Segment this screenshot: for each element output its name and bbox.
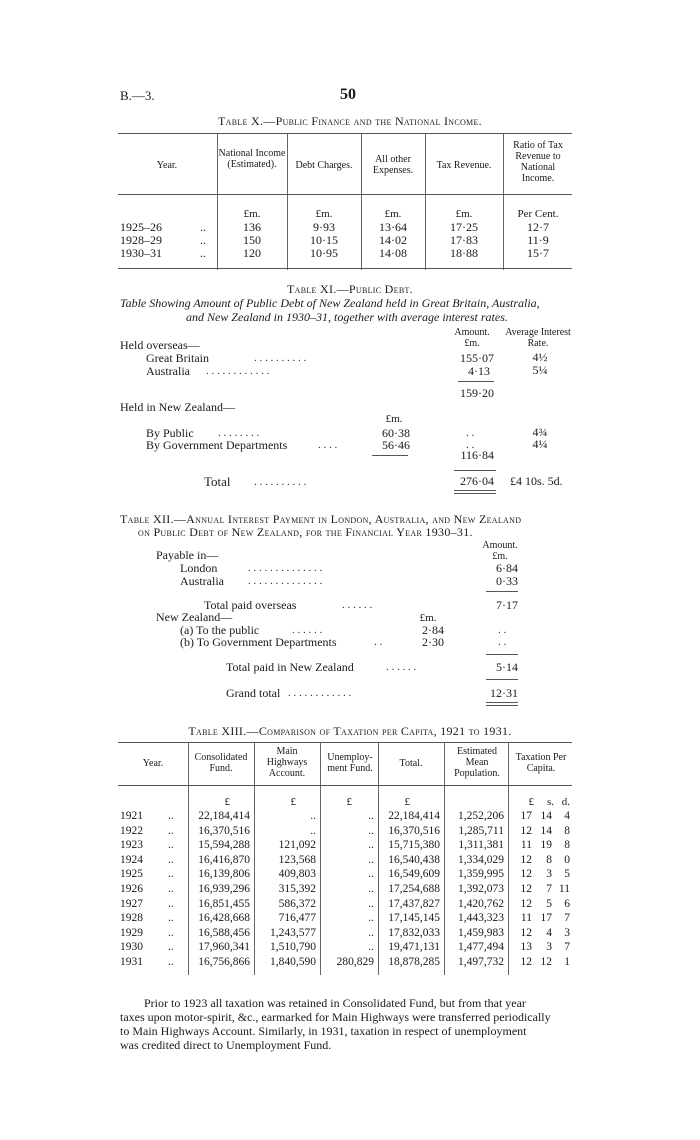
table12-row-amount: 2·30: [422, 635, 444, 649]
table11-subtitle-line2: and New Zealand in 1930–31, together with average interest rates.: [186, 310, 508, 324]
table13-cell-cf: 16,428,668: [198, 912, 250, 925]
table13-cell-total: 19,471,131: [388, 941, 440, 954]
table10-header-ratio: Ratio of Tax Revenue to National Income.: [513, 140, 563, 184]
table12-row-amount: 6·84: [496, 561, 518, 575]
table11-row-name: Australia: [146, 364, 190, 378]
table13-cell-cf: 16,370,516: [198, 824, 250, 837]
table13-cell-year: 1930: [120, 941, 143, 954]
double-rule: [486, 705, 518, 706]
table13-cell-l: 13: [520, 941, 532, 954]
table13-cell-d: ..: [168, 810, 174, 822]
table11-row-amount: 4·13: [468, 364, 490, 378]
table11-row-amount: 60·38: [382, 426, 410, 440]
table13-cell-s: 5: [546, 897, 552, 910]
leader-dots: . . . . . .: [292, 624, 323, 636]
table13-cell-pop: 1,285,711: [458, 824, 504, 837]
table13-cell-s: 7: [546, 883, 552, 895]
table13-cell-s: 3: [546, 941, 552, 954]
leader-dots: . . . . . . . . . .: [254, 352, 307, 364]
sum-rule: [486, 679, 518, 680]
table13-cell-d: ..: [168, 824, 174, 837]
table13-cell-year: 1931: [120, 956, 143, 968]
leader-dots: . . . . . .: [386, 661, 417, 673]
table13-cell-cf: 15,594,288: [198, 839, 250, 852]
table11-subtitle-line1: Table Showing Amount of Public Debt of New Zealand held in Great Britain, Australia,: [120, 296, 540, 310]
table12-nz-label: New Zealand—: [156, 610, 233, 624]
table13-cell-year: 1927: [120, 897, 143, 910]
table10-cell-tax: 17·25: [450, 220, 478, 234]
table11-nz-unit: £m.: [385, 413, 403, 425]
leader-dots: . . . . . . . . . .: [254, 476, 307, 488]
table13-header-capita: Taxation Per Capita.: [515, 752, 567, 774]
leader-dots: . . . . . .: [342, 599, 373, 611]
table13-cell-mh: 409,803: [278, 868, 316, 881]
table13-vrule: [508, 743, 509, 975]
table12-overseas-total-label: Total paid overseas: [204, 598, 297, 612]
table13-cell-mh: 1,510,790: [270, 941, 316, 954]
table10-unit: £m.: [384, 208, 402, 220]
footnote-line4: was credited direct to Unemployment Fund.: [120, 1038, 332, 1052]
table13-cell-d: ..: [168, 897, 174, 910]
table13-unit: £: [290, 796, 296, 808]
table11-nz-label: Held in New Zealand—: [120, 400, 235, 414]
sum-rule: [454, 470, 496, 471]
table12-row-name: London: [180, 561, 218, 575]
table13-cell-year: 1929: [120, 926, 143, 939]
table13-cell-year: 1921: [120, 810, 143, 822]
table10-cell-other: 14·08: [379, 246, 407, 260]
table13-cell-l: 12: [520, 897, 532, 910]
table13-cell-pop: 1,252,206: [458, 810, 504, 822]
table13-capita-unit: d.: [561, 796, 570, 808]
double-rule: [454, 490, 496, 491]
table12-col-unit: £m.: [492, 551, 508, 562]
double-rule: [486, 702, 518, 703]
table13-cell-year: 1924: [120, 853, 143, 866]
table13-cell-total: 15,715,380: [388, 839, 440, 852]
table11-row-rate: 4½: [532, 350, 548, 364]
table13-cell-uf: ..: [368, 897, 374, 910]
table13-cell-pop: 1,459,983: [458, 926, 504, 939]
table13-cell-pop: 1,477,494: [458, 941, 504, 954]
table10-header-rule: [118, 194, 572, 195]
table13-cell-cf: 16,588,456: [198, 926, 250, 939]
table13-cell-uf: ..: [368, 839, 374, 852]
table10-cell-debt: 9·93: [313, 220, 335, 234]
table10-cell-dots: ..: [200, 246, 206, 260]
table10-cell-dots: ..: [200, 233, 206, 247]
table11-row-amount: 56·46: [382, 438, 410, 452]
table10-cell-debt: 10·95: [310, 246, 338, 260]
table10-cell-other: 14·02: [379, 233, 407, 247]
table13-cell-uf: ..: [368, 883, 374, 895]
table10-cell-year: 1928–29: [120, 233, 162, 247]
table13-unit: £: [346, 796, 352, 808]
table13-cell-d: ..: [168, 868, 174, 881]
table10-header-tax: Tax Revenue.: [436, 160, 492, 171]
table10-header-debt: Debt Charges.: [295, 160, 353, 171]
table13-cell-mh: ..: [310, 824, 316, 837]
table13-cell-total: 18,878,285: [388, 956, 440, 968]
table13-capita-unit: £: [528, 796, 534, 808]
table11-title: Table XI.—Public Debt.: [287, 282, 413, 296]
table11-row-amount: 155·07: [460, 351, 494, 365]
table10-title: Table X.—Public Finance and the National Income.: [218, 114, 482, 128]
table13-cell-mh: 1,243,577: [270, 926, 316, 939]
table10-cell-year: 1925–26: [120, 220, 162, 234]
table13-cell-p: 7: [564, 941, 570, 954]
table13-cell-s: 19: [540, 839, 552, 852]
table11-row-name: By Government Departments: [146, 438, 288, 452]
table13-cell-uf: 280,829: [336, 956, 374, 968]
table13-cell-mh: 716,477: [278, 912, 316, 925]
section-code: B.—3.: [120, 88, 155, 103]
table10-cell-dots: ..: [200, 220, 206, 234]
table13-header-rule: [118, 785, 572, 786]
table13-header-population: Estimated Mean Population.: [454, 746, 500, 779]
table13-cell-pop: 1,392,073: [458, 883, 504, 895]
table13-cell-s: 17: [540, 912, 552, 925]
table13-cell-s: 14: [540, 824, 552, 837]
leader-dots: . . . . . . . . . . . . . .: [248, 575, 323, 587]
table13-cell-cf: 16,939,296: [198, 883, 250, 895]
table10-cell-income: 120: [243, 246, 261, 260]
table13-cell-uf: ..: [368, 868, 374, 881]
footnote-line2: taxes upon motor-spirit, &c., earmarked for Main Highways were transferred periodically: [120, 1010, 551, 1024]
sum-rule: [486, 654, 518, 655]
table11-col-rate-line1: Average Interest: [505, 327, 571, 338]
leader-dots: . . . .: [318, 439, 338, 451]
table13-cell-uf: ..: [368, 824, 374, 837]
table12-row-name: (b) To Government Departments: [180, 635, 337, 649]
table13-cell-p: 3: [564, 926, 570, 939]
footnote-line1: Prior to 1923 all taxation was retained in Consolidated Fund, but from that year: [144, 996, 526, 1010]
leader-dots: . .: [498, 636, 507, 648]
table13-cell-mh: 586,372: [278, 897, 316, 910]
table13-header-total: Total.: [399, 758, 423, 769]
table11-col-unit: £m.: [464, 338, 480, 349]
table13-cell-d: ..: [168, 941, 174, 954]
table13-cell-cf: 22,184,414: [198, 810, 250, 822]
table10-cell-tax: 18·88: [450, 246, 478, 260]
table13-cell-year: 1928: [120, 912, 143, 925]
table10-cell-income: 136: [243, 220, 261, 234]
table12-nz-total-label: Total paid in New Zealand: [226, 660, 354, 674]
table12-grand-total: 12·31: [490, 686, 518, 700]
table13-cell-uf: ..: [368, 853, 374, 866]
table13-cell-pop: 1,420,762: [458, 897, 504, 910]
table13-cell-year: 1925: [120, 868, 143, 881]
leader-dots: . .: [466, 439, 475, 451]
table13-cell-pop: 1,443,323: [458, 912, 504, 925]
table10-bottom-rule: [118, 268, 572, 269]
table12-row-name: Australia: [180, 574, 224, 588]
sum-rule: [372, 455, 408, 456]
table13-cell-s: 14: [540, 810, 552, 822]
table13-cell-total: 22,184,414: [388, 810, 440, 822]
table13-cell-l: 12: [520, 926, 532, 939]
table11-row-rate: 4¼: [532, 437, 548, 451]
table13-cell-cf: 17,960,341: [198, 941, 250, 954]
table10-cell-ratio: 11·9: [527, 233, 549, 247]
table13-vrule: [320, 743, 321, 975]
table10-header-other: All other Expenses.: [372, 154, 414, 176]
table13-header-year: Year.: [142, 758, 164, 769]
table11-row-name: By Public: [146, 426, 194, 440]
table13-cell-d: ..: [168, 853, 174, 866]
table11-total-rate: £4 10s. 5d.: [510, 474, 563, 488]
table11-total-label: Total: [204, 474, 231, 489]
table13-cell-l: 12: [520, 956, 532, 968]
table13-cell-uf: ..: [368, 912, 374, 925]
table13-top-rule: [118, 742, 572, 743]
table13-cell-pop: 1,497,732: [458, 956, 504, 968]
table13-cell-d: ..: [168, 926, 174, 939]
table13-cell-s: 4: [546, 926, 552, 939]
table13-cell-l: 12: [520, 853, 532, 866]
leader-dots: . .: [374, 636, 383, 648]
table13-cell-p: 8: [564, 824, 570, 837]
table13-cell-s: 12: [540, 956, 552, 968]
table13-unit: £: [404, 796, 410, 808]
table10-unit: Per Cent.: [517, 208, 559, 220]
table13-cell-mh: 315,392: [278, 883, 316, 895]
table11-row-rate: 5¼: [532, 363, 548, 377]
table13-cell-total: 16,540,438: [388, 853, 440, 866]
table13-cell-uf: ..: [368, 941, 374, 954]
table10-cell-ratio: 15·7: [527, 246, 549, 260]
table13-cell-cf: 16,416,870: [198, 853, 250, 866]
table13-cell-total: 17,145,145: [388, 912, 440, 925]
table10-cell-other: 13·64: [379, 220, 407, 234]
table12-nz-unit: £m.: [419, 612, 437, 624]
table13-cell-year: 1922: [120, 824, 143, 837]
table10-cell-year: 1930–31: [120, 246, 162, 260]
table11-nz-total: 116·84: [460, 448, 494, 462]
table10-unit: £m.: [315, 208, 333, 220]
table13-cell-p: 11: [558, 883, 570, 895]
leader-dots: . .: [498, 624, 507, 636]
table13-header-unemployment: Unemploy-ment Fund.: [327, 752, 373, 774]
table12-title-line2: on Public Debt of New Zealand, for the Financial Year 1930–31.: [138, 525, 473, 539]
leader-dots: . .: [466, 427, 475, 439]
table13-cell-mh: 1,840,590: [270, 956, 316, 968]
table10-header-income: National Income (Estimated).: [218, 148, 286, 170]
leader-dots: . . . . . . . . . . . . . .: [248, 562, 323, 574]
table13-cell-d: ..: [168, 883, 174, 895]
table10-unit: £m.: [243, 208, 261, 220]
table11-overseas-total: 159·20: [460, 386, 494, 400]
table13-cell-uf: ..: [368, 926, 374, 939]
sum-rule: [486, 591, 518, 592]
table12-nz-total: 5·14: [496, 660, 518, 674]
table13-cell-cf: 16,139,806: [198, 868, 250, 881]
table12-row-amount: 2·84: [422, 623, 444, 637]
table13-cell-p: 6: [564, 897, 570, 910]
leader-dots: . . . . . . . . . . . .: [206, 365, 270, 377]
table13-cell-s: 3: [546, 868, 552, 881]
table13-cell-p: 4: [564, 810, 570, 822]
table13-cell-cf: 16,851,455: [198, 897, 250, 910]
table13-cell-mh: 123,568: [278, 853, 316, 866]
table13-cell-l: 17: [520, 810, 532, 822]
table13-cell-l: 11: [520, 839, 532, 852]
table11-row-name: Great Britain: [146, 351, 209, 365]
table13-cell-pop: 1,334,029: [458, 853, 504, 866]
table13-vrule: [188, 743, 189, 975]
table11-col-rate-line2: Rate.: [527, 338, 549, 349]
table13-cell-total: 16,370,516: [388, 824, 440, 837]
table13-cell-total: 17,437,827: [388, 897, 440, 910]
table13-cell-p: 8: [564, 839, 570, 852]
table11-overseas-label: Held overseas—: [120, 338, 200, 352]
table13-header-highways: Main Highways Account.: [266, 746, 308, 779]
leader-dots: . . . . . . . . . . . .: [288, 687, 352, 699]
table10-header-year: Year.: [156, 160, 178, 171]
table13-cell-d: ..: [168, 912, 174, 925]
table12-grand-label: Grand total: [226, 686, 281, 700]
table13-header-consolidated: Consolidated Fund.: [194, 752, 248, 774]
table10-cell-ratio: 12·7: [527, 220, 549, 234]
double-rule: [454, 493, 496, 494]
table13-cell-d: ..: [168, 956, 174, 968]
page-number: 50: [340, 86, 356, 103]
table13-cell-pop: 1,359,995: [458, 868, 504, 881]
table10-cell-income: 150: [243, 233, 261, 247]
table11-row-rate: 4¾: [532, 425, 548, 439]
table13-cell-pop: 1,311,381: [458, 839, 504, 852]
table12-overseas-total: 7·17: [496, 598, 518, 612]
table10-cell-tax: 17·83: [450, 233, 478, 247]
table13-cell-total: 17,832,033: [388, 926, 440, 939]
table12-row-name: (a) To the public: [180, 623, 260, 637]
table13-cell-year: 1926: [120, 883, 143, 895]
table13-cell-p: 5: [564, 868, 570, 881]
footnote-line3: to Main Highways Account. Similarly, in 1931, taxation in respect of unemployment: [120, 1024, 527, 1038]
table13-cell-total: 17,254,688: [388, 883, 440, 895]
table12-row-amount: 0·33: [496, 574, 518, 588]
table13-cell-cf: 16,756,866: [198, 956, 250, 968]
table13-cell-p: 7: [564, 912, 570, 925]
table11-col-amount: Amount.: [454, 327, 490, 338]
table12-col-amount: Amount.: [482, 540, 518, 551]
table13-cell-l: 12: [520, 883, 532, 895]
table12-title-line1: Table XII.—Annual Interest Payment in London, Australia, and New Zealand: [120, 512, 522, 526]
sum-rule: [458, 381, 494, 382]
table13-cell-total: 16,549,609: [388, 868, 440, 881]
table13-vrule: [444, 743, 445, 975]
table13-cell-l: 12: [520, 868, 532, 881]
table13-cell-l: 11: [520, 912, 532, 925]
table13-title: Table XIII.—Comparison of Taxation per Capita, 1921 to 1931.: [188, 724, 512, 738]
table13-cell-uf: ..: [368, 810, 374, 822]
table13-cell-p: 0: [564, 853, 570, 866]
table11-total-amount: 276·04: [460, 474, 494, 488]
table13-vrule: [254, 743, 255, 975]
table13-cell-mh: 121,092: [278, 839, 316, 852]
table13-cell-p: 1: [564, 956, 570, 968]
table13-cell-year: 1923: [120, 839, 143, 852]
leader-dots: . . . . . . . .: [218, 427, 260, 439]
table13-cell-s: 8: [546, 853, 552, 866]
table13-cell-d: ..: [168, 839, 174, 852]
table13-vrule: [378, 743, 379, 975]
table13-cell-mh: ..: [310, 810, 316, 822]
table12-payable-label: Payable in—: [156, 548, 219, 562]
table13-unit: £: [224, 796, 230, 808]
table13-capita-unit: s.: [546, 796, 554, 808]
table13-cell-l: 12: [520, 824, 532, 837]
table10-cell-debt: 10·15: [310, 233, 338, 247]
table10-unit: £m.: [455, 208, 473, 220]
